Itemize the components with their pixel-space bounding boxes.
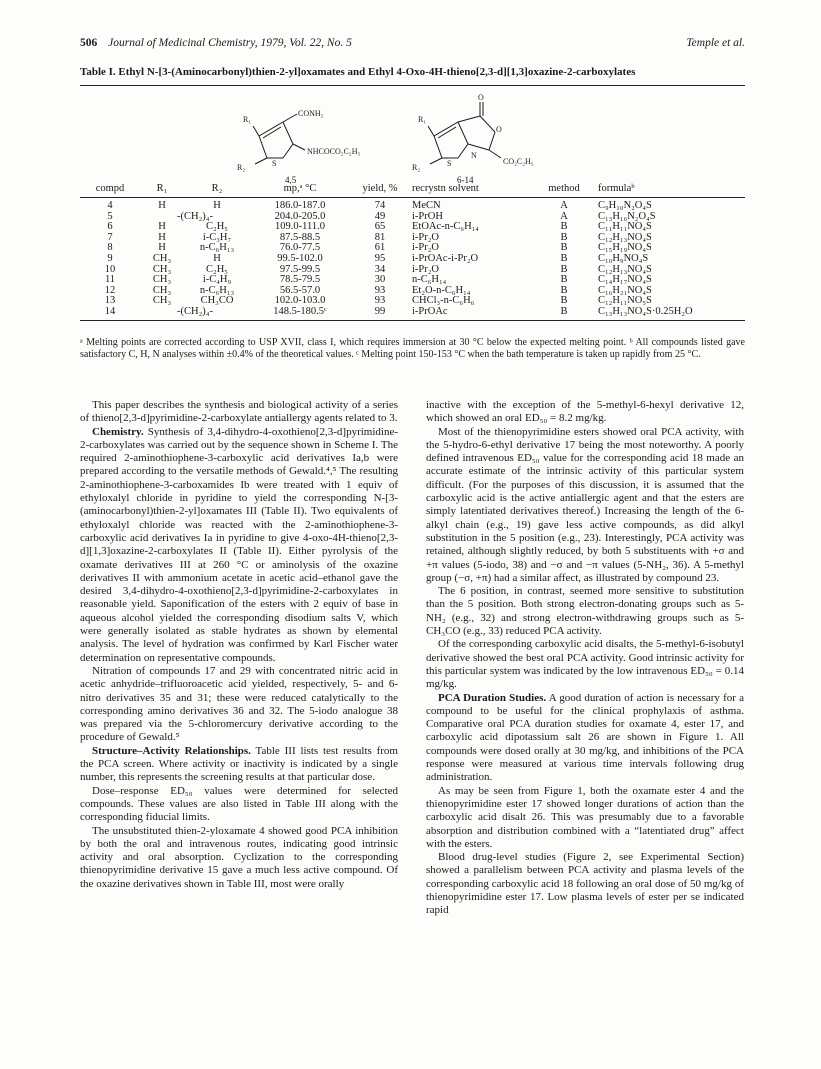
cell-method: B [560, 252, 568, 264]
cell-solvent: CHCl₃-n-C₆H₆ [412, 295, 475, 307]
cell-formula: C₁₀H₉NO₄S [598, 252, 649, 264]
cell-compd: 13 [104, 295, 116, 307]
cell-method: B [560, 284, 568, 296]
oxazine-structure [428, 102, 501, 164]
right-ring-oxygen: O [496, 125, 502, 134]
table-row [80, 307, 745, 320]
cell-r1: CH₃ [152, 274, 172, 286]
cell-method: A [560, 200, 568, 211]
cell-mp: 148.5-180.5ᶜ [273, 305, 327, 317]
paragraph-text: Synthesis of 3,4-dihydro-4-oxothieno[2,3-d]pyrimidine-2-carboxylates was carried out by the sequence shown in Scheme I. The required 2-aminothiophene-3-carboxylic acid derivatives Ia,b were prepared according to the versatile methods of Gewald.⁴,⁵ The resulting 2-aminothiophene-3-carboxamides Ib were treated with 1 equiv of ethyloxalyl chloride in pyridine to yield the corresponding N-[3-(aminocarbonyl)thien-2-yl]oxamates III (Table II). Two equivalents of ethyloxalyl chloride was reacted with the 2-aminothiophene-3-carboxylic acid derivatives Ia in pyridine to give 4-oxo-4H-thieno[2,3-d][1,3]oxazine-2-carboxylates II (Table II). Either pyrolysis of the oxamate derivatives III at 260 °C or aminolysis of the oxazine derivatives II with ammonium acetate in acetic acid–ethanol gave the desired 3,4-dihydro-4-oxothieno[2,3-d]pyrimidine-2-carboxylates in reasonable yield. Saponification of the esters with 2 equiv of base in aqueous alcohol yielded the corresponding disodium salts V, which were generally isolated as stable hydrates as shown by elemental analysis. The level of hydration was confirmed by Karl Fischer water determination on representative compounds. [80, 425, 399, 664]
paragraph-text: The 6 position, in contrast, seemed more sensitive to substitution than the 5 position. Both strong electron-donating groups such as 5-NH₂ (e.g., 32) and strong electron-withdrawing groups such as 5-CH₃CO (e.g., 33) reduced PCA activity. [426, 585, 744, 638]
caption-rule [80, 85, 745, 86]
cell-yield: 34 [374, 263, 386, 275]
cell-solvent: i-Pr₂O [412, 242, 439, 254]
cell-yield: 49 [374, 210, 386, 222]
cell-r1: H [158, 242, 166, 254]
cell-r2: i-C₄H₉ [202, 274, 232, 286]
left-compound-label: 4,5 [285, 175, 297, 184]
cell-yield: 95 [374, 252, 386, 264]
cell-formula: C₁₁H₁₁NO₄S [598, 221, 652, 233]
cell-mp: 87.5-88.5 [279, 231, 321, 243]
cell-method: B [560, 295, 568, 307]
paragraph [426, 692, 744, 785]
cell-formula: C₁₃H₁₆N₂O₄S [598, 210, 656, 222]
cell-compd: 5 [107, 210, 113, 222]
col-solvent: recrystn solvent [410, 182, 532, 198]
cell-formula: C₁₂H₁₁NO₅S [598, 295, 652, 307]
cell-r2: H [213, 200, 221, 211]
paragraph-text: inactive with the exception of the 5-methyl-6-hexyl derivative 12, which showed an oral ED₅₀ = 8.2 mg/kg. [426, 399, 744, 425]
section-heading: Structure–Activity Relationships. [92, 744, 251, 757]
paragraph [80, 785, 398, 825]
paragraph [80, 426, 398, 665]
paragraph-text: Dose–response ED₅₀ values were determined for selected compounds. These values are also listed in Table III along with the corresponding fiducial limits. [80, 784, 398, 824]
cell-r1: CH₃ [152, 252, 172, 264]
cell-method: A [560, 210, 568, 222]
col-mp: mp,ᵃ °C [250, 182, 350, 198]
paragraph-text: As may be seen from Figure 1, both the oxamate ester 4 and the thienopyrimidine ester 17 showed longer durations of action than the carboxylic acid disalt 26. This was presumably due to a favorable absorption and distribution combined with a “latentiated drug” affect with the esters. [426, 784, 744, 850]
cell-yield: 30 [374, 274, 386, 286]
section-heading: PCA Duration Studies. [438, 691, 547, 704]
cell-formula: C₁₂H₁₃NO₄S [598, 263, 652, 275]
cell-solvent: EtOAc-n-C₆H₁₄ [412, 221, 479, 233]
paragraph [80, 665, 398, 745]
running-header [80, 37, 745, 49]
cell-r1-r2-merged: -(CH₂)₄- [177, 305, 213, 317]
paragraph-text: Nitration of compounds 17 and 29 with concentrated nitric acid in acetic anhydride–trifluoroacetic acid yielded, respectively, 5- and 6-nitro derivatives 35 and 31; these were reduced catalytically to the corresponding amino derivatives 36 and 32. The 5-iodo analogue 38 was prepared via the 5-chloromercury derivative according to the procedure of Gewald.⁵ [80, 664, 398, 744]
left-r2: R₂ [237, 163, 246, 172]
running-authors: Temple et al. [686, 37, 745, 49]
col-r1: R₁ [140, 182, 184, 198]
col-formula: formulaᵇ [596, 182, 745, 198]
left-text-column [80, 399, 398, 891]
col-r2: R₂ [184, 182, 250, 198]
cell-compd: 9 [107, 252, 113, 264]
cell-r1: CH₃ [152, 284, 172, 296]
paragraph [426, 399, 744, 426]
cell-mp: 56.5-57.0 [279, 284, 321, 296]
cell-solvent: Et₂O-n-C₆H₁₄ [412, 284, 471, 296]
col-method: method [532, 182, 596, 198]
cell-solvent: MeCN [412, 200, 441, 211]
col-yield: yield, % [350, 182, 410, 198]
left-oxamate-chain: NHCOCO₂C₂H₅ [307, 147, 361, 156]
page-number: 506 [80, 37, 98, 49]
cell-formula: C₉H₁₀N₂O₄S [598, 200, 652, 211]
cell-solvent: i-Pr₂O [412, 231, 439, 243]
paragraph-text: Blood drug-level studies (Figure 2, see Experimental Section) showed a parallelism between PCA activity and plasma levels of the corresponding carboxylic acid 18 following an oral dose of 50 mg/kg of thienopyrimidine ester 17. Low plasma levels of ester per se indicated rapid [426, 851, 744, 917]
cell-compd: 14 [104, 305, 116, 317]
cell-mp: 109.0-111.0 [275, 221, 325, 233]
cell-yield: 99 [374, 305, 386, 317]
cell-formula: C₁₃H₁₃NO₄S·0.25H₂O [598, 305, 693, 317]
cell-mp: 102.0-103.0 [274, 295, 326, 307]
cell-method: B [560, 274, 568, 286]
journal-citation: Journal of Medicinal Chemistry, 1979, Vol. 22, No. 5 [108, 37, 352, 49]
right-sulfur: S [447, 159, 452, 168]
oxamate-structure [253, 114, 305, 164]
right-compound-label: 6-14 [457, 175, 474, 184]
cell-solvent: i-Pr₂O [412, 263, 439, 275]
compound-table [80, 182, 745, 321]
cell-method: B [560, 263, 568, 275]
cell-mp: 97.5-99.5 [279, 263, 321, 275]
cell-r1: CH₃ [152, 295, 172, 307]
cell-r1: H [158, 221, 166, 233]
right-ester-chain: CO₂C₂H₅ [503, 157, 534, 166]
cell-r1: H [158, 200, 166, 211]
table-header-row [80, 182, 745, 198]
right-carbonyl-oxygen: O [478, 93, 484, 102]
left-sulfur: S [272, 159, 277, 168]
cell-formula: C₁₄H₁₇NO₄S [598, 274, 652, 286]
paragraph [426, 785, 744, 851]
cell-yield: 81 [374, 231, 386, 243]
cell-mp: 99.5-102.0 [277, 252, 323, 264]
cell-yield: 93 [374, 284, 386, 296]
cell-r2: i-C₃H₇ [202, 231, 232, 243]
paragraph [80, 825, 398, 891]
paragraph-text: Of the corresponding carboxylic acid disalts, the 5-methyl-6-isobutyl derivative showed the best oral PCA activity. Good intrinsic activity for this particular system was indicated by the low intravenous ED₅₀ = 0.14 mg/kg. [426, 638, 744, 691]
cell-compd: 4 [107, 200, 113, 211]
cell-mp: 186.0-187.0 [274, 200, 326, 211]
cell-solvent: n-C₆H₁₄ [412, 274, 447, 286]
paragraph [80, 399, 398, 426]
cell-method: B [560, 305, 568, 317]
cell-yield: 93 [374, 295, 386, 307]
right-r2: R₂ [412, 163, 421, 172]
right-r1: R₁ [418, 115, 427, 124]
left-carboxamide: CONH₂ [298, 109, 324, 118]
cell-mp: 78.5-79.5 [279, 274, 321, 286]
cell-compd: 12 [104, 284, 116, 296]
cell-solvent: i-PrOH [412, 210, 443, 222]
cell-r2: n-C₆H₁₃ [199, 242, 235, 254]
cell-formula: C₁₆H₂₁NO₄S [598, 284, 652, 296]
chemical-structures [225, 92, 595, 184]
cell-method: B [560, 242, 568, 254]
cell-compd: 6 [107, 221, 113, 233]
cell-yield: 65 [374, 221, 386, 233]
cell-mp: 76.0-77.5 [279, 242, 321, 254]
paragraph [426, 638, 744, 691]
table-body [80, 198, 745, 321]
cell-method: B [560, 221, 568, 233]
cell-r2: CH₃CO [200, 295, 234, 307]
cell-method: B [560, 231, 568, 243]
table-row [80, 198, 745, 212]
paragraph-text: The unsubstituted thien-2-yloxamate 4 showed good PCA inhibition by both the oral and intravenous routes, indicating good intrinsic activity and oral absorption. Cyclization to the corresponding thienopyrimidine derivative 15 gave a much less active compound. Of the oxazine derivatives shown in Table III, most were orally [80, 824, 398, 890]
paragraph-text: Most of the thienopyrimidine esters showed oral PCA activity, with the 5-hydro-6-ethyl derivative 17 being the most noteworthy. A poorly defined intravenous ED₅₀ value for the corresponding acid 18 made an accurate estimate of the intrinsic activity of this particular system difficult. (For the purposes of this discussion, it is assumed that the carboxylic acid is the active antiallergic agent and that the esters are simply latentiated derivatives thereof.) Increasing the length of the 6-alkyl chain (e.g., 19) gave less active compounds, as did alkyl substitution in the 5 position (e.g., 23). Interestingly, PCA activity was retained, although slightly reduced, by both 5 substituents with +σ and +π values (5-iodo, 38) and −σ and −π values (5-NH₂, 36). A 5-methyl group (−σ, +π) had a similar affect, as illustrated by compound 23. [426, 425, 744, 584]
cell-r1: CH₃ [152, 263, 172, 275]
cell-r2: C₂H₅ [206, 263, 228, 275]
cell-solvent: i-PrOAc-i-Pr₂O [412, 252, 479, 264]
cell-r1-r2-merged: -(CH₂)₄- [177, 210, 213, 222]
table-footnotes: ᵃ Melting points are corrected according to USP XVII, class I, which requires immersion at 30 °C below the expected melting point. ᵇ All compounds listed gave satisfactory C, H, N analyses within ±0.4% of the theoretical values. ᶜ Melting point 150-153 °C when the bath temperature is taken up rapidly from 25 °C. [80, 337, 745, 360]
cell-compd: 8 [107, 242, 113, 254]
paragraph [426, 426, 744, 586]
table-caption: Table I. Ethyl N-[3-(Aminocarbonyl)thien-2-yl]oxamates and Ethyl 4-Oxo-4H-thieno[2,3-d][1,3]oxazine-2-carboxylates [80, 66, 636, 78]
cell-r2: C₂H₅ [206, 221, 228, 233]
cell-compd: 10 [104, 263, 116, 275]
cell-r2: H [213, 252, 221, 264]
cell-compd: 7 [107, 231, 113, 243]
right-nitrogen: N [471, 151, 477, 160]
left-r1: R₁ [243, 115, 252, 124]
cell-compd: 11 [104, 274, 116, 286]
paragraph-text: A good duration of action is necessary for a compound to be useful for the clinical prophylaxis of asthma. Comparative oral PCA duration studies for oxamate 4, ester 17, and carboxylic acid dipotassium salt 26 are shown in Figure 1. All compounds were dosed orally at 30 mg/kg, and inhibitions of the PCA response were measured at various time intervals following drug administration. [426, 691, 744, 784]
cell-yield: 74 [374, 200, 386, 211]
col-compd: compd [80, 182, 140, 198]
paragraph [426, 851, 744, 917]
cell-r2: n-C₆H₁₃ [199, 284, 235, 296]
section-heading: Chemistry. [92, 425, 144, 438]
table-row [80, 254, 745, 265]
paragraph [426, 585, 744, 638]
cell-formula: C₁₅H₁₉NO₄S [598, 242, 652, 254]
cell-yield: 61 [374, 242, 386, 254]
cell-formula: C₁₂H₁₃NO₄S [598, 231, 652, 243]
cell-solvent: i-PrOAc [412, 305, 448, 317]
cell-mp: 204.0-205.0 [274, 210, 326, 222]
paragraph-text: This paper describes the synthesis and biological activity of a series of thieno[2,3-d]pyrimidine-2-carboxylate antiallergy agents related to 3. [80, 399, 398, 425]
cell-r1: H [158, 231, 166, 243]
paragraph-text: Table III lists test results from the PCA screen. Where activity or inactivity is indicated by a single number, this represents the screening results at that particular dose. [80, 744, 398, 784]
paragraph [80, 745, 398, 785]
right-text-column [426, 399, 744, 918]
